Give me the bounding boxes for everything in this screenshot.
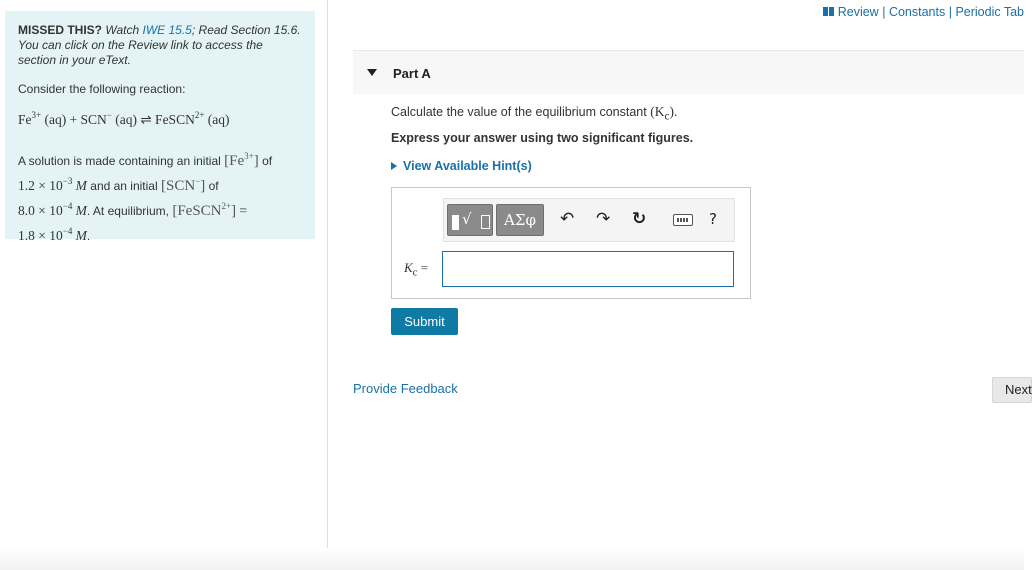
eq-part-3: (aq) [207,112,230,127]
desc-of-2: of [208,179,219,193]
fe-ion: Fe [18,112,32,127]
separator: | [948,5,952,19]
kc-sub: c [664,110,670,123]
template-box-icon [481,215,490,229]
unit-1: M [75,178,87,193]
redo-icon[interactable]: ↷ [596,209,611,229]
undo-icon[interactable]: ↶ [560,209,575,229]
instruction-text: Express your answer using two significant figures. [391,131,694,145]
value-3: 1.8 × 10 [18,228,63,243]
kc-label-eq: = [417,260,429,275]
kc-label-k: K [404,260,413,275]
keyboard-icon[interactable] [673,214,693,226]
ion-fescn-charge: 2+ [221,201,232,211]
question-text [391,104,677,123]
missed-label: MISSED THIS? [18,23,103,37]
ion-scn: SCN [166,178,196,194]
fescn-charge: 2+ [194,110,205,120]
period: . [86,229,91,243]
kc-symbol [650,104,678,123]
hints-label: View Available Hint(s) [403,159,532,173]
conc-scn: [SCN−] [161,176,206,194]
scn-charge: − [106,110,112,120]
desc-text-2: and an initial [90,179,158,193]
iwe-link[interactable]: IWE 15.5 [142,23,192,37]
solution-description [18,146,303,246]
part-title: Part A [393,66,431,81]
top-links [823,5,1024,19]
kc-label-sub: c [412,266,418,279]
kc-end: ). [669,104,678,119]
exp-3: −4 [62,226,73,236]
expand-triangle-icon [391,162,397,170]
panel-divider [327,0,328,570]
unit-3: M [75,228,87,243]
kc-k: (K [650,104,665,119]
desc-text-1: A solution is made containing an initial [18,154,221,168]
radical-icon: √ [462,210,472,228]
review-link[interactable]: Review [837,5,879,19]
fe-charge: 3+ [31,110,42,120]
collapse-triangle-icon[interactable] [367,69,377,76]
book-icon [823,7,834,16]
watch-prefix: Watch [105,23,140,37]
answer-box [391,187,751,299]
constants-link[interactable]: Constants [888,5,946,19]
desc-of-1: of [262,154,273,168]
desc-text-3: . At equilibrium, [86,204,169,218]
template-square-icon [452,215,459,230]
view-hints-link[interactable] [391,159,532,173]
value-1: 1.2 × 10 [18,178,63,193]
conc-fe: $[Fe^{3+}]$ [224,151,259,169]
eq-part-1: (aq) + SCN [44,112,107,127]
ion-scn-charge: − [195,176,201,186]
kc-answer-input[interactable] [442,251,734,287]
kc-label [404,260,428,279]
provide-feedback-link[interactable]: Provide Feedback [353,381,458,396]
ion-fe-charge: 3+ [244,151,254,161]
eq-part-2: (aq) ⇌ FeSCN [115,112,195,127]
exp-1: −3 [62,176,73,186]
math-toolbar [443,198,735,242]
reset-icon[interactable]: ↻ [632,209,647,229]
read-section-text: ; Read Section 15.6. You can click on the Review link to access the section in your eText. [18,23,301,67]
ion-fe: Fe [229,153,245,169]
submit-button[interactable]: Submit [391,308,458,335]
greek-symbols-button[interactable]: ΑΣφ [496,204,544,236]
exp-2: −4 [62,201,73,211]
unit-2: M [75,203,87,218]
part-a-header[interactable] [353,50,1024,94]
consider-text: Consider the following reaction: [18,82,186,96]
bottom-edge [0,548,1024,570]
templates-button[interactable] [447,204,493,236]
reaction-equation [18,110,303,128]
conc-fescn: [FeSCN$^{2+}$] [172,201,237,219]
problem-intro-panel [5,11,315,243]
equals-sign: = [239,203,248,218]
value-2: 8.0 × 10 [18,203,63,218]
separator: | [882,5,886,19]
next-button[interactable]: Next [992,377,1032,403]
missed-this-note [18,23,303,68]
periodic-table-link[interactable]: Periodic Tab [955,5,1024,19]
question-body: Calculate the value of the equilibrium constant [391,105,647,119]
help-icon[interactable]: ? [709,210,717,228]
ion-fescn: FeSCN [177,203,222,219]
